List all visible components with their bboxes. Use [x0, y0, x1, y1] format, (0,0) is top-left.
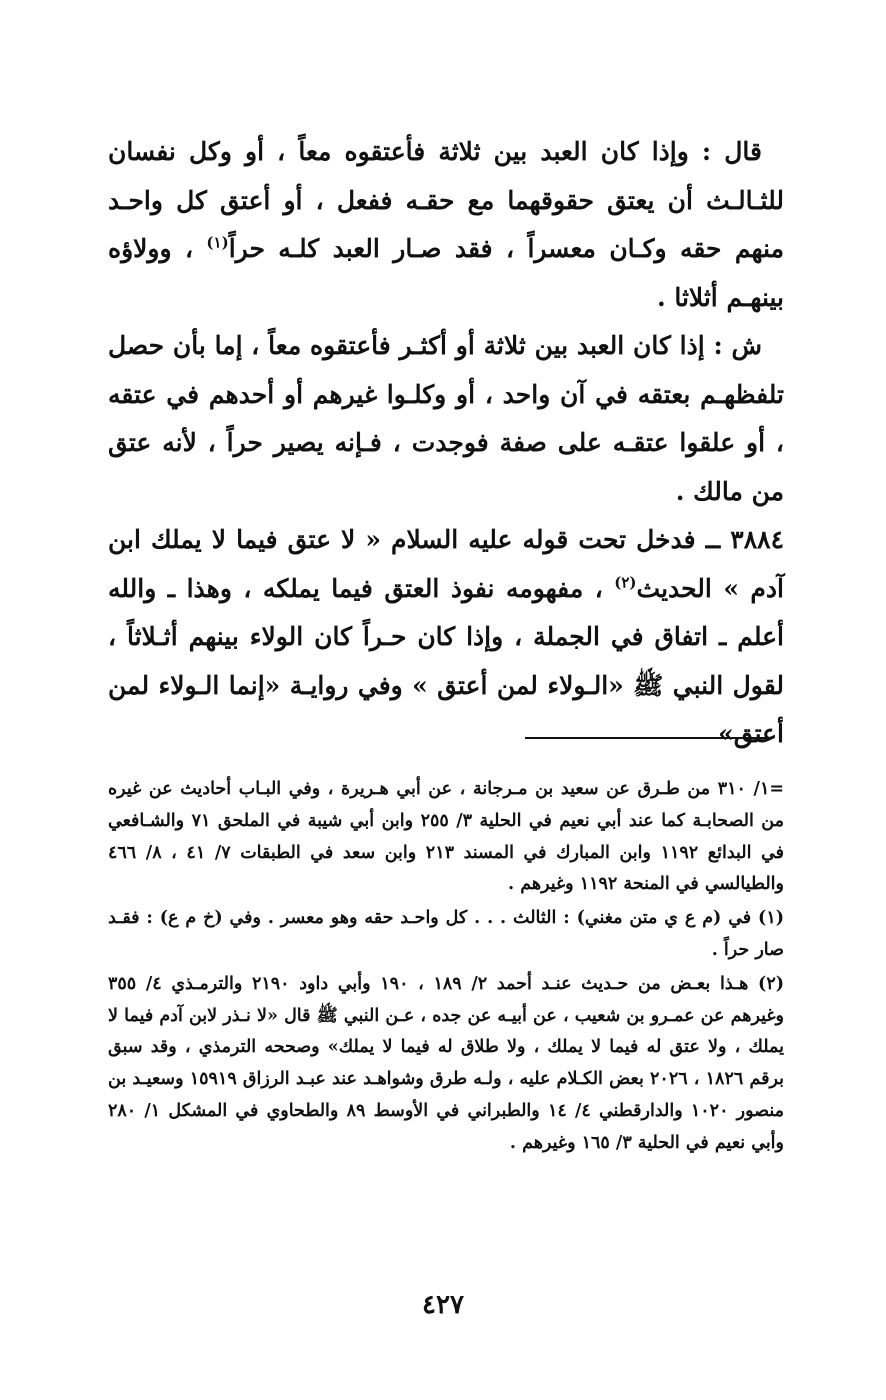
page-number: ٤٢٧ [422, 1290, 464, 1320]
footnote-continuation: =١/ ٣١٠ من طـرق عن سعيد بن مـرجانة ، عن أبي هـريرة ، وفي البـاب أحاديث عن غيره من الصحابـة كما عند أبي نعيم في الحلية ٣/ ٢٥٥ وابن أبي شيبة في الملحق ٧١ والشـافعي في البدائع ١١٩٢ وابن المبارك في المسند ٢١٣ وابن سعد في الطبقات ٧/ ٤١ ، ٨/ ٤٦٦ والطيالسي في المنحة ١١٩٢ وغيرهم . [108, 779, 785, 895]
numbered-text: ٣٨٨٤ ــ فدخل تحت قوله عليه السلام « لا عتق فيما لا يملك ابن آدم » الحديث [108, 525, 784, 603]
footnote-ref-1: (١) [206, 233, 229, 252]
footnote-2: (٢) هـذا بعـض من حـديث عنـد أحمد ٢/ ١٨٩ ، ١٩٠ وأبي داود ٢١٩٠ والترمـذي ٤/ ٣٥٥ وغيرهم عن عمـرو بن شعيب ، عن أبيـه عن جده ، عـن النبي ﷺ قال «لا نـذر لابن آدم فيما لا يملك ، ولا عتق له فيما لا يملك ، ولا طلاق له فيما لا يملك» وصححه الترمذي ، وقد سبق برقم ١٨٢٦ ، ٢٠٢٦ بعض الكـلام عليه ، ولـه طرق وشواهـد عند عبـد الرزاق ١٥٩١٩ وسعيـد بن منصور ١٠٢٠ والدارقطني ٤/ ١٤ والطبراني في الأوسط ٨٩ والطحاوي في المشكل ١/ ٢٨٠ وأبي نعيم في الحلية ٣/ ١٦٥ وغيرهم . [108, 973, 785, 1153]
matn-text: قال : وإذا كان العبد بين ثلاثة فأعتقوه معاً ، أو وكل نفسان للثـالـث أن يعتق حقوقهما مع حقـه ففعل ، أو أعتق كل واحـد منهم حقه وكـان معسراً ، فقد صـار العبد كلـه حراً [108, 137, 784, 263]
paragraph-sharh [108, 322, 784, 516]
numbered-text-end: ، مفهومه نفوذ العتق فيما يملكه ، وهذا ـ والله أعلم ـ اتفاق في الجملة ، وإذا كان حـراً كان الولاء بينهم أثـلاثاً ، لقول النبي ﷺ «الـولاء لمن أعتق » وفي روايـة «إنما الـولاء لمن أعتق» [108, 573, 784, 748]
main-text-block [108, 128, 784, 759]
footnote-ref-2: (٢) [614, 573, 637, 592]
footnote-separator [525, 737, 773, 739]
paragraph-numbered [108, 516, 784, 759]
footnote-1: (١) في (م ع ي متن مغني) : الثالث . . . كل واحـد حقه وهو معسر . وفي (خ م ع) : فقـد صار حراً . [108, 908, 784, 960]
paragraph-matn [108, 128, 784, 322]
sharh-text: ش : إذا كان العبد بين ثلاثة أو أكثـر فأعتقوه معاً ، إما بأن حصل تلفظهـم بعتقه في آن واحد ، أو وكلـوا غيرهم أو أحدهم في عتقه ، أو علقوا عتقـه على صفة فوجدت ، فـإنه يصير حراً ، لأنه عتق من مالك . [108, 331, 784, 506]
matn-text-end: ، وولاؤه بينهـم أثلاثا . [108, 234, 784, 312]
footnotes-block [108, 774, 784, 1162]
